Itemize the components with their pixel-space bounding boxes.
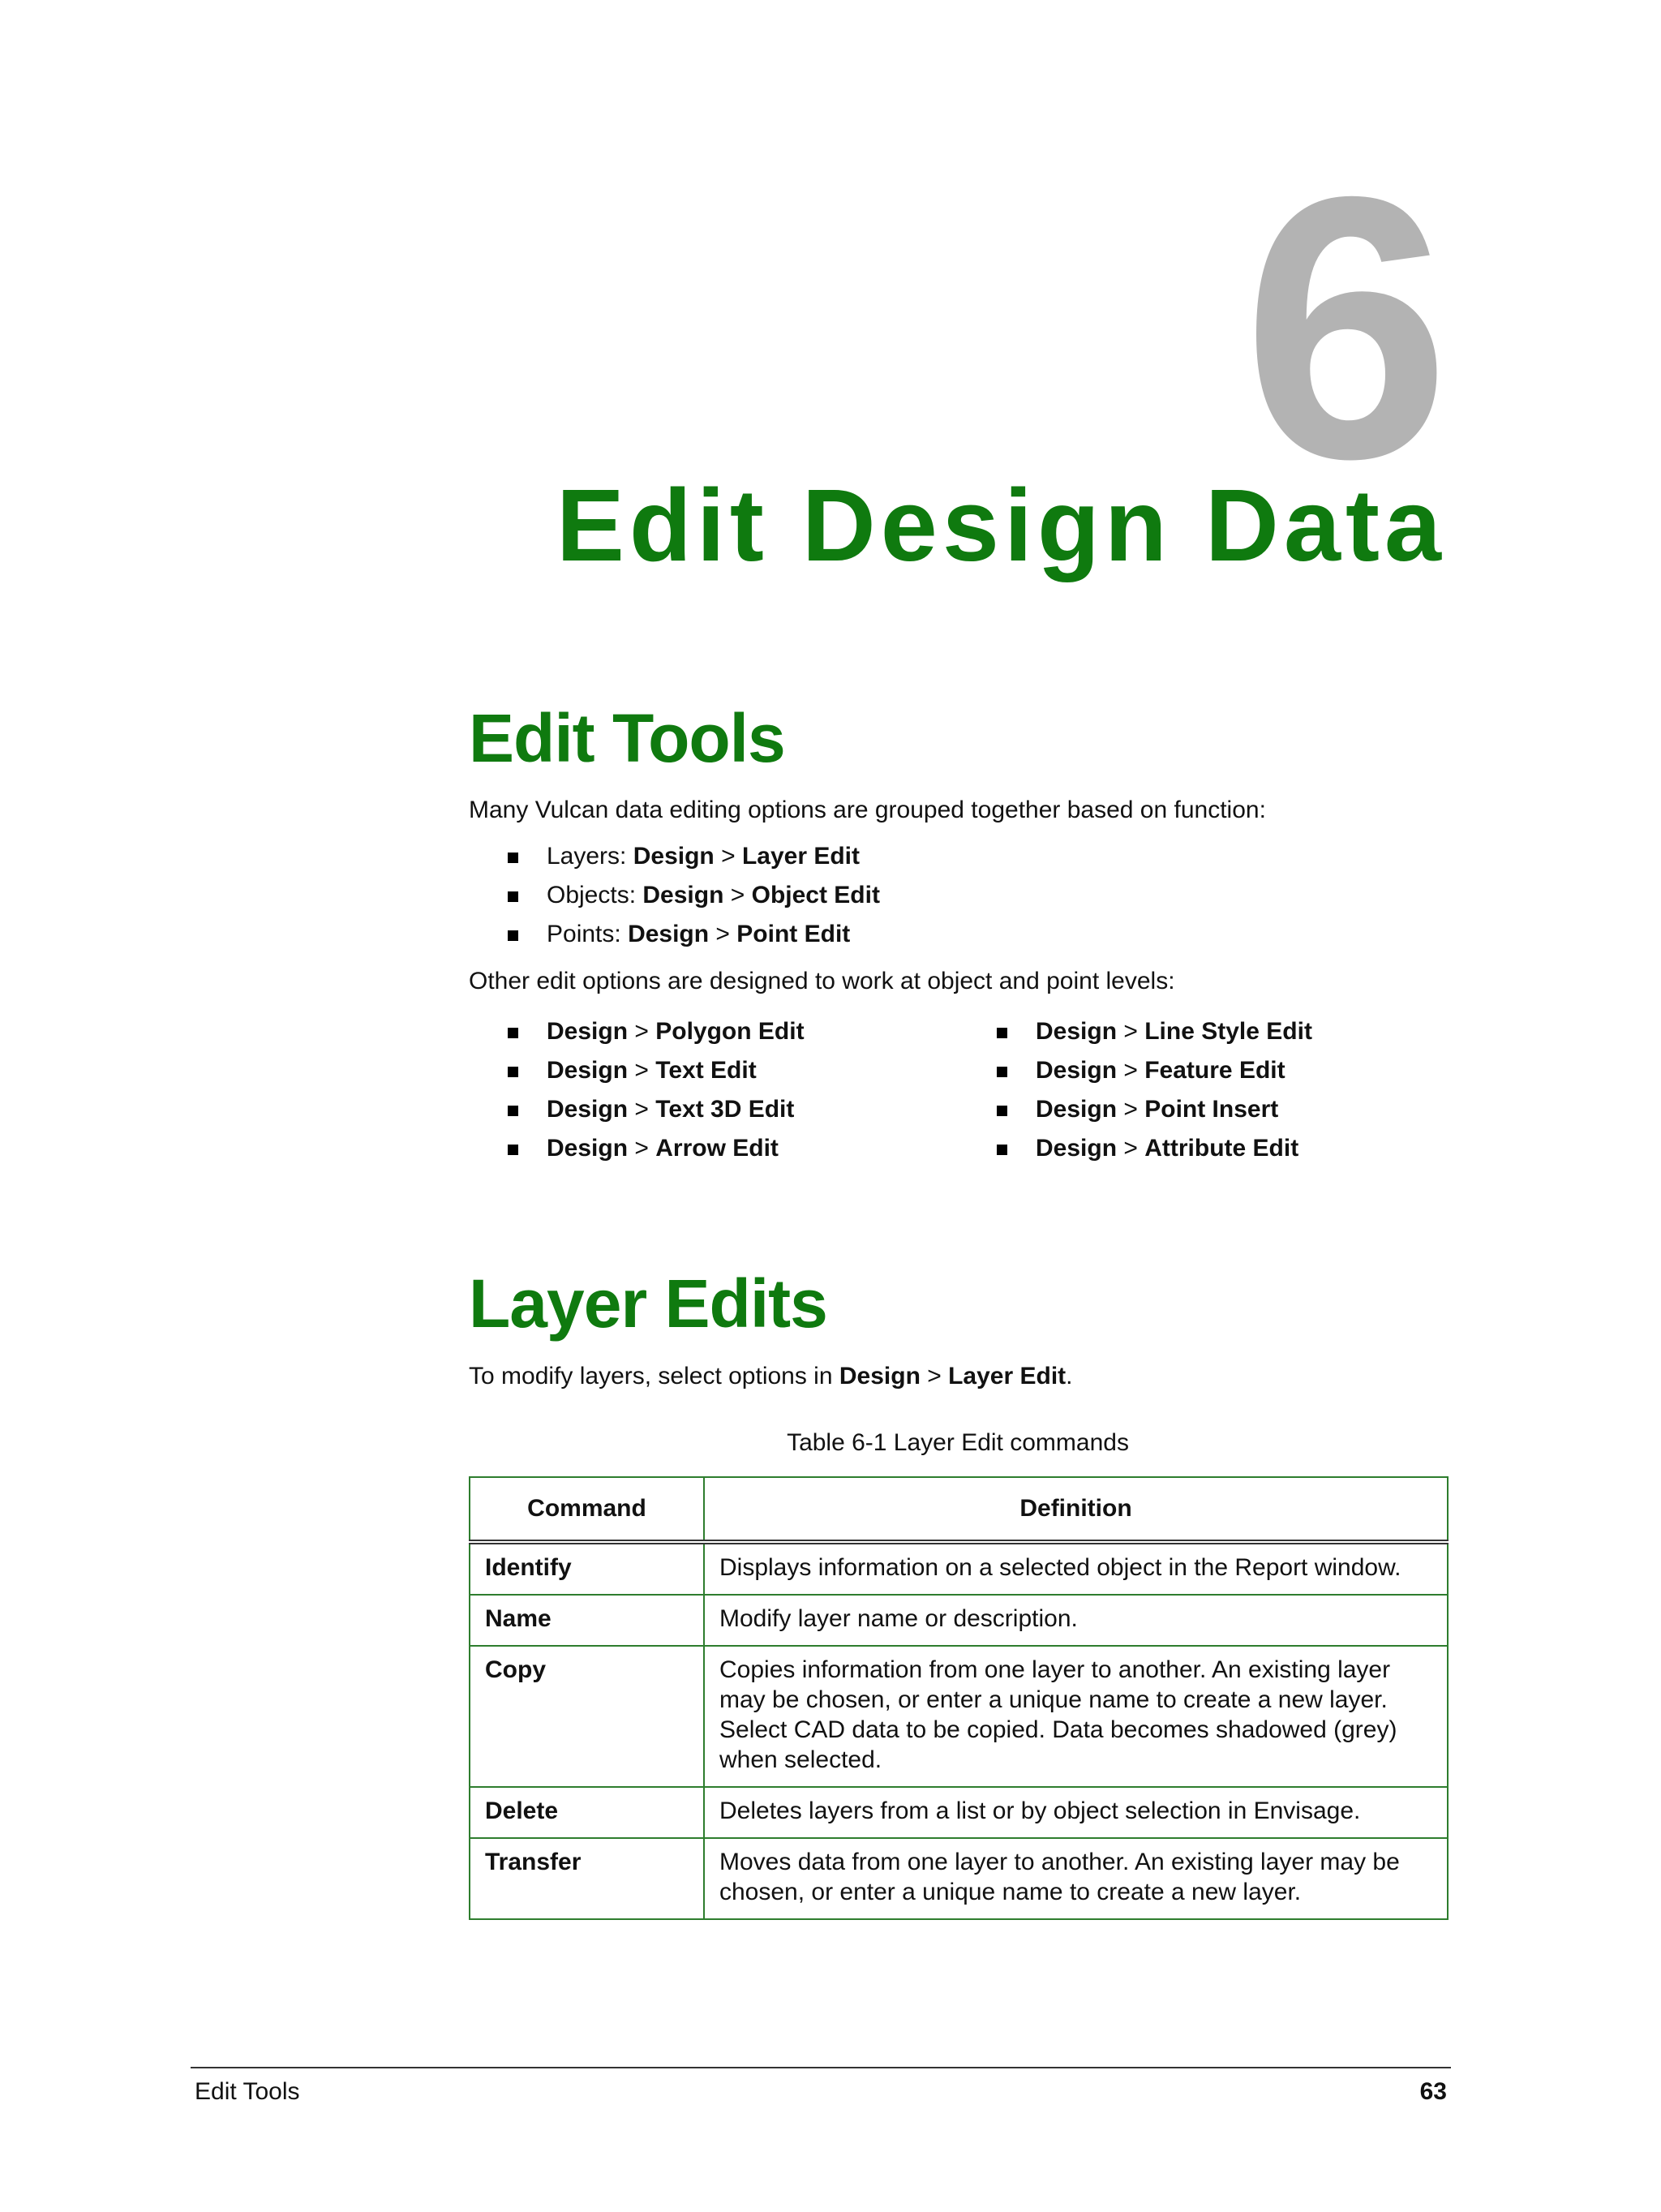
table-row xyxy=(470,1646,1448,1787)
layer-edit-commands-table xyxy=(469,1476,1449,1920)
edit-tools-section xyxy=(469,700,1447,776)
other-edit-intro: Other edit options are designed to work at object and point levels: xyxy=(469,968,1175,994)
bullet-icon xyxy=(508,930,518,941)
layer-edits-heading: Layer Edits xyxy=(469,1265,827,1342)
footer-divider xyxy=(191,2067,1451,2068)
command-cell: Delete xyxy=(470,1787,704,1838)
edit-groups-list-wrap xyxy=(469,837,1447,954)
bullet-icon xyxy=(508,1067,518,1077)
column-header-definition: Definition xyxy=(704,1477,1448,1542)
table-header-row xyxy=(470,1477,1448,1542)
table-caption: Table 6-1 Layer Edit commands xyxy=(787,1429,1129,1456)
list-item: Design > Attribute Edit xyxy=(958,1129,1447,1168)
table-row xyxy=(470,1838,1448,1919)
column-header-command: Command xyxy=(470,1477,704,1542)
edit-tools-heading: Edit Tools xyxy=(469,700,785,776)
list-item: Objects: Design > Object Edit xyxy=(469,876,1447,915)
definition-cell: Modify layer name or description. xyxy=(704,1595,1448,1646)
list-item: Points: Design > Point Edit xyxy=(469,915,1447,954)
command-cell: Name xyxy=(470,1595,704,1646)
definition-cell: Deletes layers from a list or by object selection in Envisage. xyxy=(704,1787,1448,1838)
list-item: Design > Point Insert xyxy=(958,1090,1447,1129)
bullet-icon xyxy=(997,1067,1007,1077)
bullet-icon xyxy=(508,1028,518,1038)
table-row xyxy=(470,1787,1448,1838)
edit-groups-list xyxy=(469,837,1447,954)
other-edit-intro-wrap xyxy=(469,967,1447,996)
bullet-icon xyxy=(508,1145,518,1155)
command-cell: Copy xyxy=(470,1646,704,1787)
list-item: Design > Line Style Edit xyxy=(958,1012,1447,1051)
chapter-number: 6 xyxy=(1243,120,1450,536)
layer-edits-intro: To modify layers, select options in Design > Layer Edit. xyxy=(469,1363,1073,1389)
bullet-icon xyxy=(508,853,518,863)
list-item: Design > Text Edit xyxy=(469,1051,958,1090)
edit-tools-intro: Many Vulcan data editing options are grouped together based on function: xyxy=(469,797,1266,823)
table-row xyxy=(470,1595,1448,1646)
definition-cell: Displays information on a selected object in the Report window. xyxy=(704,1542,1448,1595)
other-edit-columns xyxy=(469,1012,1447,1168)
list-item: Design > Text 3D Edit xyxy=(469,1090,958,1129)
list-item: Design > Feature Edit xyxy=(958,1051,1447,1090)
other-edit-list-right xyxy=(958,1012,1447,1168)
table-row xyxy=(470,1542,1448,1595)
list-item: Design > Arrow Edit xyxy=(469,1129,958,1168)
footer-section-title: Edit Tools xyxy=(195,2078,300,2105)
list-item: Design > Polygon Edit xyxy=(469,1012,958,1051)
bullet-icon xyxy=(997,1106,1007,1116)
edit-tools-body xyxy=(469,796,1447,825)
layer-edits-section xyxy=(469,1265,1447,1342)
bullet-icon xyxy=(508,1106,518,1116)
definition-cell: Moves data from one layer to another. An existing layer may be chosen, or enter a unique name to create a new layer. xyxy=(704,1838,1448,1919)
list-item: Layers: Design > Layer Edit xyxy=(469,837,1447,876)
layer-edits-intro-wrap xyxy=(469,1362,1447,1391)
command-cell: Transfer xyxy=(470,1838,704,1919)
bullet-icon xyxy=(508,891,518,902)
bullet-icon xyxy=(997,1145,1007,1155)
bullet-icon xyxy=(997,1028,1007,1038)
chapter-title: Edit Design Data xyxy=(556,468,1446,582)
command-cell: Identify xyxy=(470,1542,704,1595)
definition-cell: Copies information from one layer to another. An existing layer may be chosen, or enter a unique name to create a new layer. Select CAD data to be copied. Data becomes shadowed (grey) when selected. xyxy=(704,1646,1448,1787)
footer-page-number: 63 xyxy=(1419,2078,1447,2105)
other-edit-list-left xyxy=(469,1012,958,1168)
